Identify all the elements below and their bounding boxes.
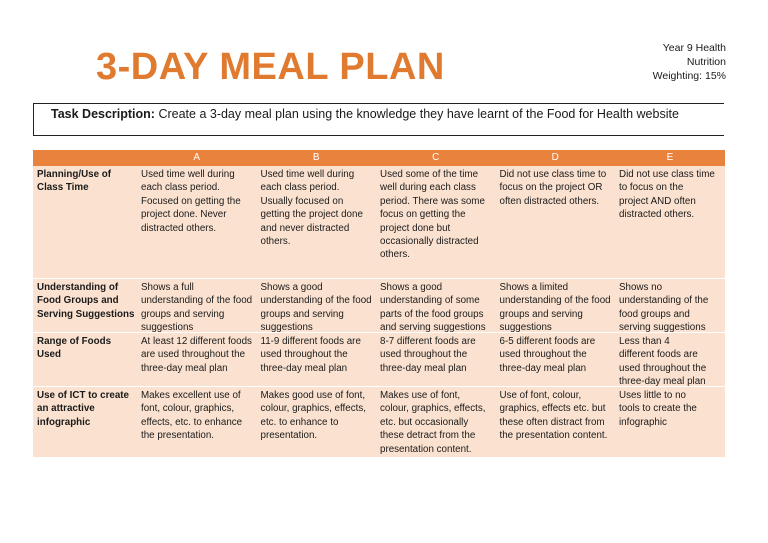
rubric-cell-line: tools to create the [619, 403, 697, 415]
rubric-cell-line: project AND often [619, 195, 696, 207]
rubric-cell: Shows a good understanding of the food groups and serving suggestions [260, 282, 372, 334]
rubric-criterion: Use of ICT to create an attractive infographic [37, 390, 130, 428]
rubric-cell-line: distracted others. [619, 209, 695, 221]
task-description-label: Task Description: [51, 107, 155, 121]
rubric-cell [615, 387, 725, 457]
rubric-cell-line: used throughout the [619, 362, 707, 374]
rubric-cell: Shows a good understanding of some parts of the food groups and serving suggestions [380, 282, 486, 334]
rubric-row [33, 387, 725, 458]
rubric-cell [615, 166, 725, 278]
rubric-header-grade: C [432, 152, 440, 163]
rubric-cell: Use of font, colour, graphics, effects etc. but these often distract from the presentation content. [499, 390, 608, 442]
rubric-cell: Used time well during each class period. Usually focused on getting the project done and never distracted others. [260, 169, 363, 248]
rubric-cell: 11-9 different foods are used throughout the three-day meal plan [260, 336, 361, 374]
rubric-header-grade: D [551, 152, 559, 163]
task-description-text: Create a 3-day meal plan using the knowledge they have learnt of the Food for Health website [158, 107, 679, 121]
rubric-header-grade: A [193, 152, 201, 163]
rubric-header-grade: B [312, 152, 320, 163]
rubric-criterion: Range of Foods Used [37, 336, 112, 361]
rubric-cell [615, 333, 725, 386]
rubric-cell: Used some of the time well during each class period. There was some focus on getting the project done but occasionally distracted others. [380, 169, 485, 261]
rubric-row [33, 279, 725, 333]
rubric-cell: At least 12 different foods are used throughout the three-day meal plan [141, 336, 252, 374]
rubric-cell-line: Less than 4 [619, 336, 670, 347]
page-title: 3-DAY MEAL PLAN [96, 46, 445, 88]
rubric-cell: Makes use of font, colour, graphics, effects, etc. but occasionally these detract from the presentation content. [380, 390, 486, 455]
rubric-cell-line: Shows no [619, 282, 663, 293]
rubric-header-criterion [33, 150, 137, 166]
rubric-cell: 6-5 different foods are used throughout the three-day meal plan [499, 336, 596, 374]
rubric-cell-line: different foods are [619, 349, 698, 361]
rubric-header-row [33, 150, 725, 166]
rubric-cell: Did not use class time to focus on the project OR often distracted others. [499, 169, 607, 207]
rubric-cell-line: food groups and [619, 308, 690, 320]
rubric-cell: 8-7 different foods are used throughout the three-day meal plan [380, 336, 476, 374]
rubric-criterion: Planning/Use of Class Time [37, 169, 112, 194]
rubric-table [33, 150, 725, 458]
rubric-cell: Shows a limited understanding of the food groups and serving suggestions [499, 282, 611, 334]
rubric-cell [615, 279, 725, 332]
rubric-cell-line: to focus on the [619, 182, 684, 194]
rubric-row [33, 166, 725, 279]
document-meta [600, 41, 726, 83]
rubric-row [33, 333, 725, 387]
rubric-cell-line: Uses little to no [619, 390, 686, 401]
rubric-cell-line: understanding of the [619, 295, 709, 307]
rubric-cell: Used time well during each class period. Focused on getting the project done. Never distracted others. [141, 169, 241, 234]
rubric-cell-line: three-day meal plan [619, 376, 706, 386]
rubric-cell-line: infographic [619, 416, 667, 428]
rubric-criterion: Understanding of Food Groups and Serving Suggestions [37, 282, 135, 320]
meta-year-subject: Year 9 Health [662, 42, 726, 54]
rubric-cell: Makes good use of font, colour, graphics, effects, etc. to enhance to presentation. [260, 390, 366, 442]
rubric-cell: Shows a full understanding of the food groups and serving suggestions [141, 282, 253, 334]
meta-weighting: Weighting: 15% [652, 70, 726, 82]
meta-topic: Nutrition [686, 56, 726, 68]
task-description-box [33, 103, 724, 136]
rubric-cell: Makes excellent use of font, colour, graphics, effects, etc. to enhance the presentation. [141, 390, 243, 442]
rubric-cell-line: Did not use class time [619, 169, 715, 180]
rubric-header-grade: E [666, 152, 674, 163]
rubric-cell-line: serving suggestions [619, 322, 706, 332]
